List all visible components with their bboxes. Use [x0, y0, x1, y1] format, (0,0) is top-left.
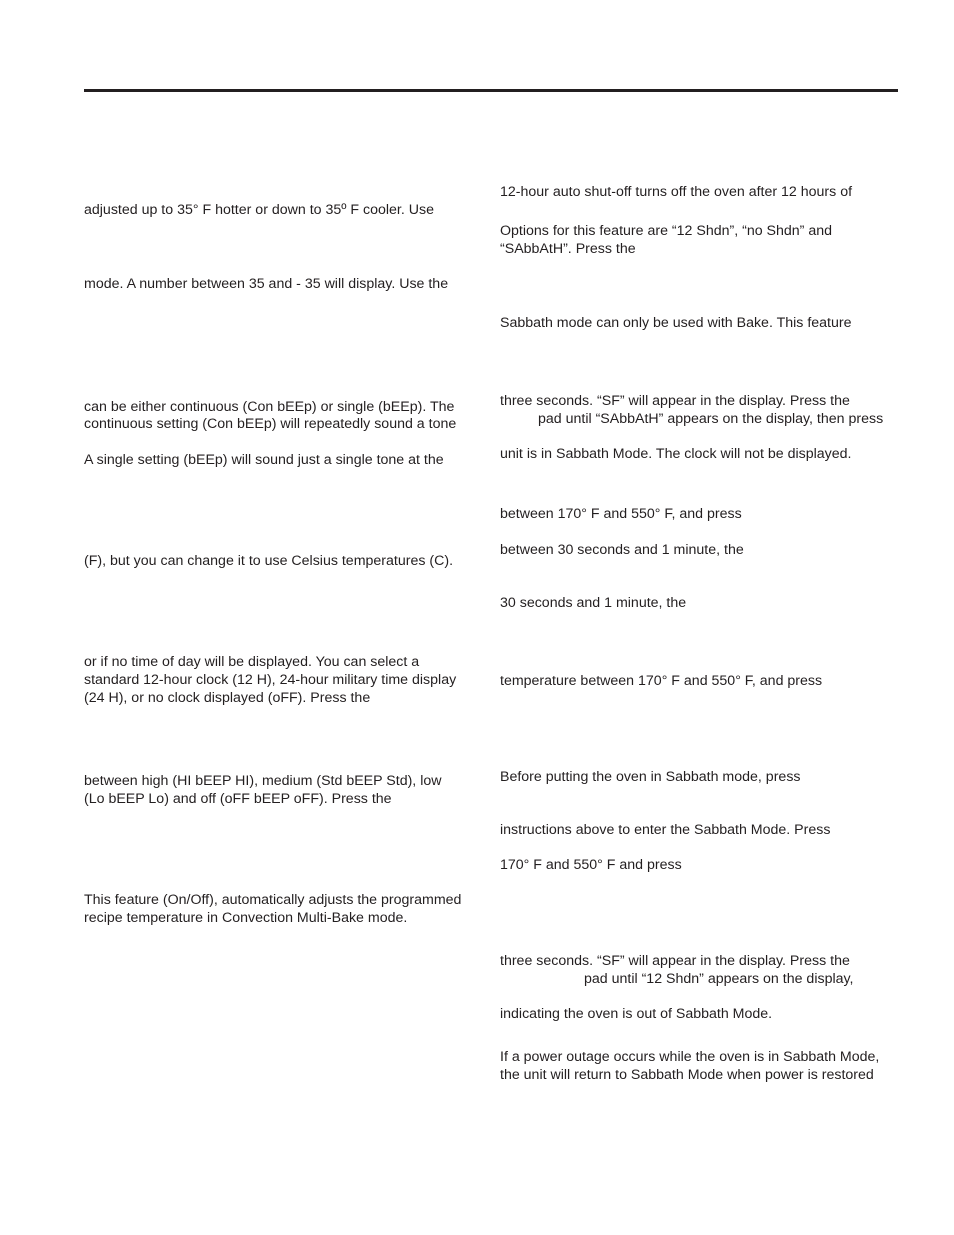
right-text-line: three seconds. “SF” will appear in the display. Press the [500, 393, 850, 409]
right-text-line: 12-hour auto shut-off turns off the oven after 12 hours of [500, 184, 853, 200]
right-text-line: between 170° F and 550° F, and press [500, 506, 742, 522]
right-text-line: unit is in Sabbath Mode. The clock will not be displayed. [500, 446, 852, 462]
left-text-line: adjusted up to 35° F hotter or down to 35º F cooler. Use [84, 202, 434, 218]
right-text-line: pad until “12 Shdn” appears on the display, [584, 971, 854, 987]
left-text-line: mode. A number between 35 and - 35 will display. Use the [84, 276, 449, 292]
header-rule [84, 89, 898, 92]
left-text-line: continuous setting (Con bEEp) will repeatedly sound a tone [84, 416, 457, 432]
right-text-line: three seconds. “SF” will appear in the display. Press the [500, 953, 850, 969]
left-text-line: (F), but you can change it to use Celsius temperatures (C). [84, 553, 454, 569]
right-text-line: between 30 seconds and 1 minute, the [500, 542, 744, 558]
left-text-line: This feature (On/Off), automatically adjusts the programmed [84, 892, 462, 908]
right-text-line: temperature between 170° F and 550° F, and press [500, 673, 823, 689]
right-text-line: “SAbbAtH”. Press the [500, 241, 636, 257]
right-text-line: Before putting the oven in Sabbath mode, press [500, 769, 801, 785]
right-text-line: instructions above to enter the Sabbath Mode. Press [500, 822, 831, 838]
right-text-line: 170° F and 550° F and press [500, 857, 682, 873]
right-text-line: 30 seconds and 1 minute, the [500, 595, 687, 611]
left-text-line: between high (HI bEEP HI), medium (Std bEEP Std), low [84, 773, 442, 789]
right-text-line: Options for this feature are “12 Shdn”, “no Shdn” and [500, 223, 833, 239]
right-text-line: pad until “SAbbAtH” appears on the display, then press [538, 411, 884, 427]
left-text-line: can be either continuous (Con bEEp) or single (bEEp). The [84, 399, 455, 415]
left-text-line: (Lo bEEP Lo) and off (oFF bEEP oFF). Press the [84, 791, 392, 807]
left-text-line: (24 H), or no clock displayed (oFF). Press the [84, 690, 371, 706]
left-text-line: recipe temperature in Convection Multi-Bake mode. [84, 910, 408, 926]
right-text-line: indicating the oven is out of Sabbath Mode. [500, 1006, 773, 1022]
right-text-line: If a power outage occurs while the oven is in Sabbath Mode, [500, 1049, 880, 1065]
left-text-line: A single setting (bEEp) will sound just a single tone at the [84, 452, 444, 468]
left-text-line: standard 12-hour clock (12 H), 24-hour military time display [84, 672, 457, 688]
right-text-line: Sabbath mode can only be used with Bake. This feature [500, 315, 852, 331]
left-text-line: or if no time of day will be displayed. You can select a [84, 654, 420, 670]
right-text-line: the unit will return to Sabbath Mode when power is restored [500, 1067, 874, 1083]
